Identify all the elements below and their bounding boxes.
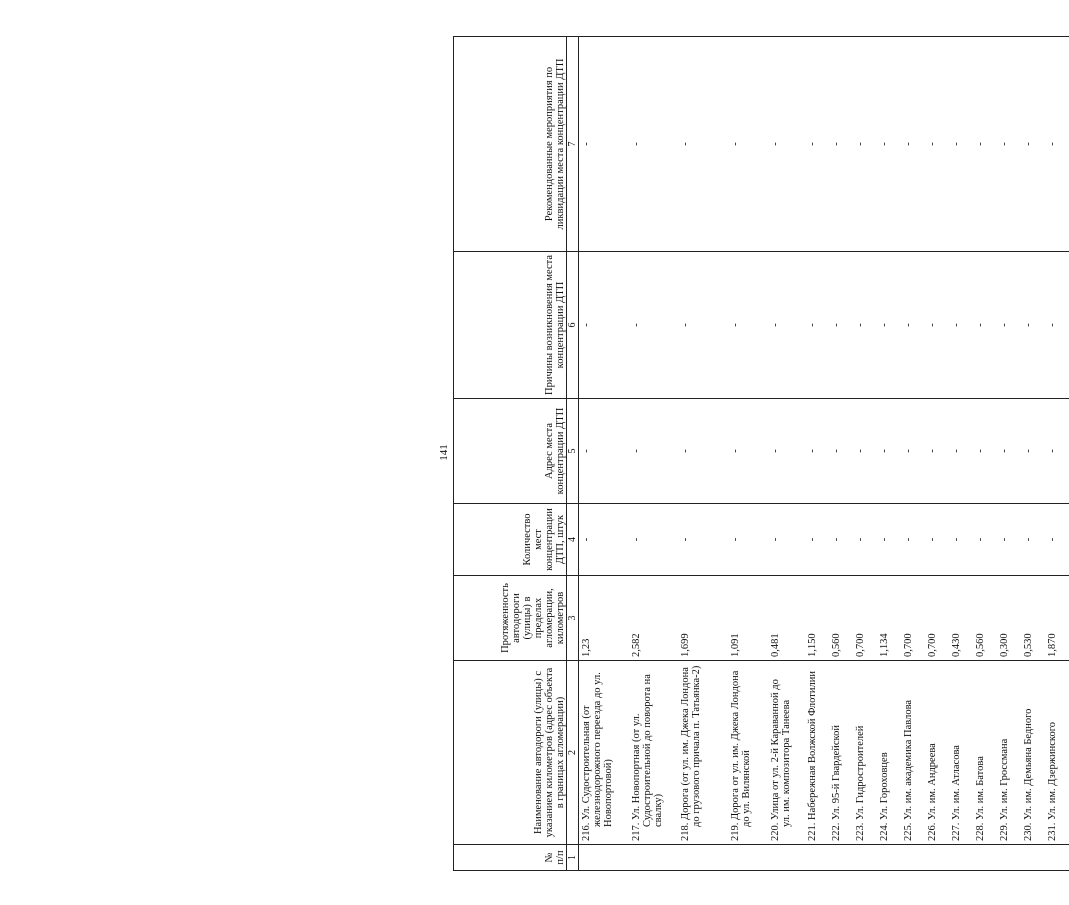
cell-road-name: 219. Дорога от ул. им. Джека Лондона до ул. Вилянской: [728, 661, 768, 845]
table-row: [877, 37, 901, 871]
col-header-count: Количество мест концентрации ДТП, штук: [454, 504, 567, 576]
cell-measures: -: [678, 37, 728, 252]
cell-count: -: [678, 504, 728, 576]
cell-number: [1021, 845, 1045, 871]
cell-count: -: [629, 504, 678, 576]
cell-causes: -: [678, 252, 728, 399]
col-header-number: № п/п: [454, 845, 567, 871]
col-header-causes: Причины возникновения места концентрации ДТП: [454, 252, 567, 399]
table-row: [1021, 37, 1045, 871]
cell-number: [805, 845, 829, 871]
cell-number: [629, 845, 678, 871]
table-row: [728, 37, 768, 871]
col-num: 2: [567, 661, 579, 845]
cell-causes: -: [768, 252, 805, 399]
table-row: [579, 37, 629, 871]
table-row: [629, 37, 678, 871]
cell-measures: -: [829, 37, 853, 252]
table-row: [805, 37, 829, 871]
cell-number: [949, 845, 973, 871]
cell-road-name: 229. Ул. им. Гроссмана: [997, 661, 1021, 845]
table-row: [1045, 37, 1069, 871]
cell-causes: -: [728, 252, 768, 399]
table-row: [853, 37, 877, 871]
cell-measures: -: [973, 37, 997, 252]
table-row: [925, 37, 949, 871]
cell-measures: -: [728, 37, 768, 252]
col-header-length: Протяженность автодороги (улицы) в пределах агломерации, километров: [454, 576, 567, 661]
table-row: [901, 37, 925, 871]
col-header-measures: Рекомендованные мероприятия по ликвидации места концентрации ДТП: [454, 37, 567, 252]
cell-road-name: 222. Ул. 95-й Гвардейской: [829, 661, 853, 845]
cell-length: 2,582: [629, 576, 678, 661]
page-number: 141: [438, 444, 450, 461]
cell-length: 0,700: [853, 576, 877, 661]
cell-count: -: [728, 504, 768, 576]
cell-measures: -: [853, 37, 877, 252]
table-body: [579, 37, 1069, 871]
col-num: 3: [567, 576, 579, 661]
cell-length: 1,091: [728, 576, 768, 661]
cell-address: -: [678, 399, 728, 504]
cell-length: 1,870: [1045, 576, 1069, 661]
col-num: 6: [567, 252, 579, 399]
cell-road-name: 221. Набережная Волжской Флотилии: [805, 661, 829, 845]
cell-count: -: [805, 504, 829, 576]
cell-causes: -: [949, 252, 973, 399]
cell-address: -: [853, 399, 877, 504]
cell-causes: -: [973, 252, 997, 399]
col-num: 7: [567, 37, 579, 252]
cell-address: -: [1021, 399, 1045, 504]
cell-length: 0,430: [949, 576, 973, 661]
col-num: 4: [567, 504, 579, 576]
cell-count: -: [973, 504, 997, 576]
cell-number: [853, 845, 877, 871]
cell-road-name: 225. Ул. им. академика Павлова: [901, 661, 925, 845]
cell-number: [728, 845, 768, 871]
cell-causes: -: [1045, 252, 1069, 399]
cell-count: -: [997, 504, 1021, 576]
cell-count: -: [768, 504, 805, 576]
cell-count: -: [829, 504, 853, 576]
cell-measures: -: [949, 37, 973, 252]
cell-count: -: [853, 504, 877, 576]
accident-concentration-table: [453, 36, 1069, 871]
cell-address: -: [805, 399, 829, 504]
cell-measures: -: [1045, 37, 1069, 252]
cell-measures: -: [768, 37, 805, 252]
cell-length: 0,560: [973, 576, 997, 661]
cell-count: -: [579, 504, 629, 576]
cell-road-name: 224. Ул. Гороховцев: [877, 661, 901, 845]
cell-address: -: [973, 399, 997, 504]
cell-count: -: [949, 504, 973, 576]
cell-length: 0,300: [997, 576, 1021, 661]
cell-length: 1,134: [877, 576, 901, 661]
cell-count: -: [1021, 504, 1045, 576]
cell-number: [925, 845, 949, 871]
cell-address: -: [1045, 399, 1069, 504]
cell-measures: -: [805, 37, 829, 252]
cell-count: -: [925, 504, 949, 576]
cell-causes: -: [877, 252, 901, 399]
cell-road-name: 231. Ул. им. Дзержинского: [1045, 661, 1069, 845]
cell-number: [973, 845, 997, 871]
cell-address: -: [877, 399, 901, 504]
cell-causes: -: [629, 252, 678, 399]
table-row: [768, 37, 805, 871]
col-header-address: Адрес места концентрации ДТП: [454, 399, 567, 504]
cell-number: [579, 845, 629, 871]
cell-number: [901, 845, 925, 871]
cell-measures: -: [925, 37, 949, 252]
cell-road-name: 223. Ул. Гидростроителей: [853, 661, 877, 845]
cell-length: 0,700: [901, 576, 925, 661]
cell-number: [997, 845, 1021, 871]
cell-road-name: 216. Ул. Судостроительная (от железнодорожного переезда до ул. Новопортовой): [579, 661, 629, 845]
table-row: [973, 37, 997, 871]
cell-length: 1,23: [579, 576, 629, 661]
cell-address: -: [629, 399, 678, 504]
cell-length: 0,560: [829, 576, 853, 661]
cell-number: [768, 845, 805, 871]
cell-road-name: 226. Ул. им. Андреева: [925, 661, 949, 845]
cell-address: -: [829, 399, 853, 504]
cell-address: -: [728, 399, 768, 504]
column-number-row: [567, 37, 579, 871]
cell-length: 0,700: [925, 576, 949, 661]
cell-count: -: [877, 504, 901, 576]
cell-measures: -: [997, 37, 1021, 252]
table-row: [949, 37, 973, 871]
cell-causes: -: [997, 252, 1021, 399]
cell-causes: -: [805, 252, 829, 399]
cell-number: [829, 845, 853, 871]
cell-measures: -: [1021, 37, 1045, 252]
table-row: [829, 37, 853, 871]
cell-road-name: 228. Ул. им. Батова: [973, 661, 997, 845]
cell-road-name: 227. Ул. им. Атласова: [949, 661, 973, 845]
col-num: 5: [567, 399, 579, 504]
cell-length: 0,481: [768, 576, 805, 661]
cell-length: 1,150: [805, 576, 829, 661]
table-row: [678, 37, 728, 871]
cell-count: -: [1045, 504, 1069, 576]
cell-address: -: [901, 399, 925, 504]
cell-road-name: 218. Дорога (от ул. им. Джека Лондона до грузового причала п. Татьянка-2): [678, 661, 728, 845]
cell-measures: -: [877, 37, 901, 252]
col-num: 1: [567, 845, 579, 871]
cell-length: 1,699: [678, 576, 728, 661]
cell-length: 0,530: [1021, 576, 1045, 661]
cell-causes: -: [579, 252, 629, 399]
cell-causes: -: [901, 252, 925, 399]
cell-causes: -: [853, 252, 877, 399]
cell-causes: -: [829, 252, 853, 399]
cell-number: [1045, 845, 1069, 871]
cell-measures: -: [579, 37, 629, 252]
cell-causes: -: [925, 252, 949, 399]
cell-address: -: [997, 399, 1021, 504]
table-row: [997, 37, 1021, 871]
cell-road-name: 220. Улица от ул. 2-й Караванной до ул. им. композитора Танеева: [768, 661, 805, 845]
cell-address: -: [579, 399, 629, 504]
cell-causes: -: [1021, 252, 1045, 399]
cell-address: -: [925, 399, 949, 504]
col-header-road-name: Наименование автодороги (улицы) с указанием километров (адрес объекта в границах агломерации): [454, 661, 567, 845]
cell-count: -: [901, 504, 925, 576]
cell-address: -: [949, 399, 973, 504]
cell-number: [877, 845, 901, 871]
cell-number: [678, 845, 728, 871]
cell-road-name: 217. Ул. Новопортная (от ул. Судостроительной до поворота на свалку): [629, 661, 678, 845]
cell-measures: -: [629, 37, 678, 252]
cell-measures: -: [901, 37, 925, 252]
cell-address: -: [768, 399, 805, 504]
header-row: [454, 37, 567, 871]
cell-road-name: 230. Ул. им. Демьяна Бедного: [1021, 661, 1045, 845]
